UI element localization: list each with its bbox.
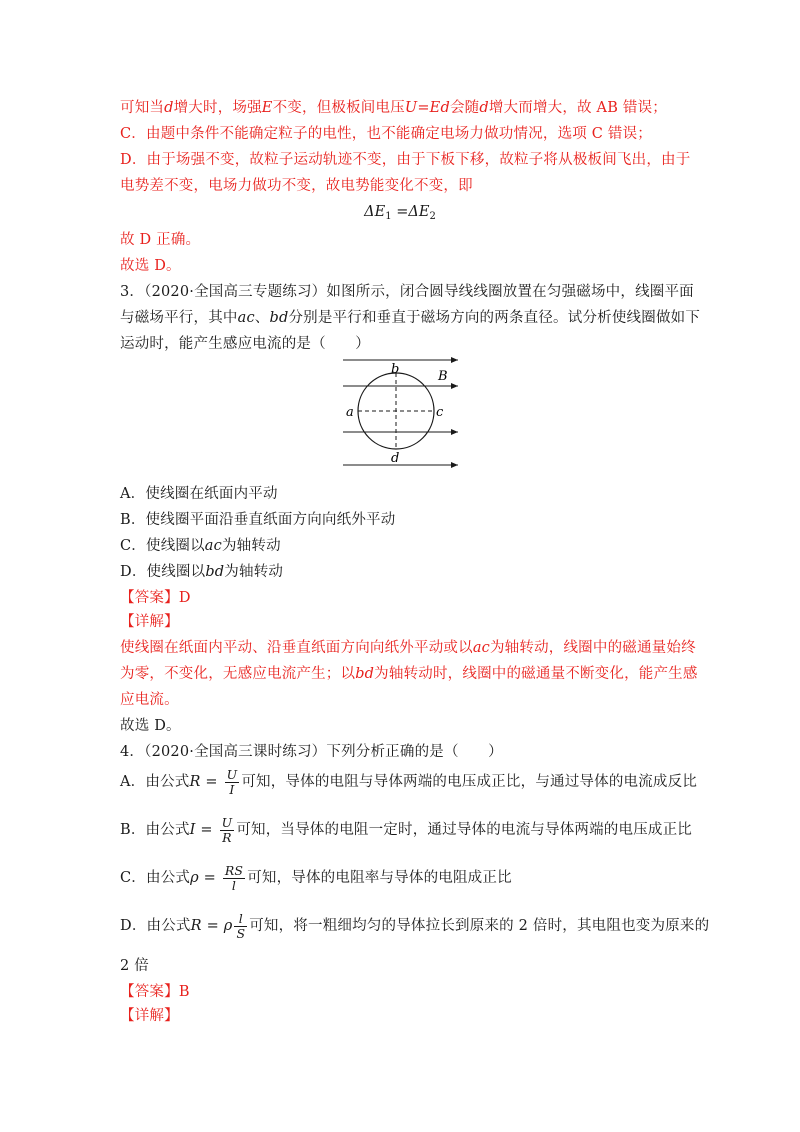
formula-fraction: $\frac{RS}{l}$ [224,862,244,893]
q3-conclusion: 故选 D。 [120,718,181,734]
explanation-line-2: C．由题中条件不能确定粒子的电性，也不能确定电场力做功情况，选项 C 错误； [120,126,653,142]
q4-answer: 【答案】B [120,984,190,1000]
q4-option-a: A．由公式R = $\frac{U}{I}$ 可知，导体的电阻与导体两端的电压成正比，与通过导体的电流成反比 [120,766,698,797]
q3-stem-line-1: 3．（2020·全国高三专题练习）如图所示，闭合圆导线线圈放置在匀强磁场中，线圈平面 [120,284,694,300]
explanation-line-3: D．由于场强不变，故粒子运动轨迹不变，由于下板下移，故粒子将从极板间飞出，由于 [120,152,691,168]
formula-fraction: $\frac{l}{S}$ [236,910,246,941]
label-B: B [438,369,448,384]
energy-formula: $\Delta E_1 =\Delta E_2$ [364,204,436,222]
label-b: b [391,362,400,377]
coil-field-figure [340,352,464,474]
q3-answer: 【答案】D [120,590,191,606]
label-d: d [391,451,400,466]
explanation-line-6: 故选 D。 [120,258,181,274]
label-a: a [346,405,354,420]
q3-option-b: B．使线圈平面沿垂直纸面方向向纸外平动 [120,512,396,528]
q4-option-b: B．由公式I = $\frac{U}{R}$ 可知，当导体的电阻一定时，通过导体的电流与导体两端的电压成正比 [120,814,693,845]
formula-fraction: $\frac{U}{I}$ [226,766,238,797]
q4-option-d: D．由公式R = ρ $\frac{l}{S}$ 可知，将一粗细均匀的导体拉长到原来的 2 倍时，其电阻也变为原来的 [120,910,710,941]
q3-stem-line-3: 运动时，能产生感应电流的是（ ） [120,336,370,352]
label-c: c [436,405,444,420]
q3-explanation-line-2: 为零，不变化，无感应电流产生；以bd为轴转动时，线圈中的磁通量不断变化，能产生感 [120,666,698,682]
q3-option-d: D．使线圈以bd为轴转动 [120,564,284,580]
q3-stem-line-2: 与磁场平行，其中ac、bd分别是平行和垂直于磁场方向的两条直径。试分析使线圈做如下 [120,310,701,326]
q4-detail-label: 【详解】 [120,1008,179,1024]
q4-stem: 4．（2020·全国高三课时练习）下列分析正确的是（ ） [120,744,503,760]
q3-explanation-line-3: 应电流。 [120,692,179,708]
q3-explanation-line-1: 使线圈在纸面内平动、沿垂直纸面方向向纸外平动或以ac为轴转动，线圈中的磁通量始终 [120,640,696,656]
q3-detail-label: 【详解】 [120,614,179,630]
q3-option-a: A．使线圈在纸面内平动 [120,486,278,502]
q3-option-c: C．使线圈以ac为轴转动 [120,538,281,554]
formula-fraction: $\frac{U}{R}$ [221,814,233,845]
explanation-line-4: 电势差不变，电场力做功不变，故电势能变化不变，即 [120,178,473,194]
explanation-line-5: 故 D 正确。 [120,232,201,248]
explanation-line-1: 可知当d增大时，场强E不变，但极板间电压U=Ed会随d增大而增大，故 AB 错误； [120,100,667,116]
q4-option-d-continued: 2 倍 [120,958,149,974]
q4-option-c: C．由公式ρ = $\frac{RS}{l}$ 可知，导体的电阻率与导体的电阻成正比 [120,862,512,893]
